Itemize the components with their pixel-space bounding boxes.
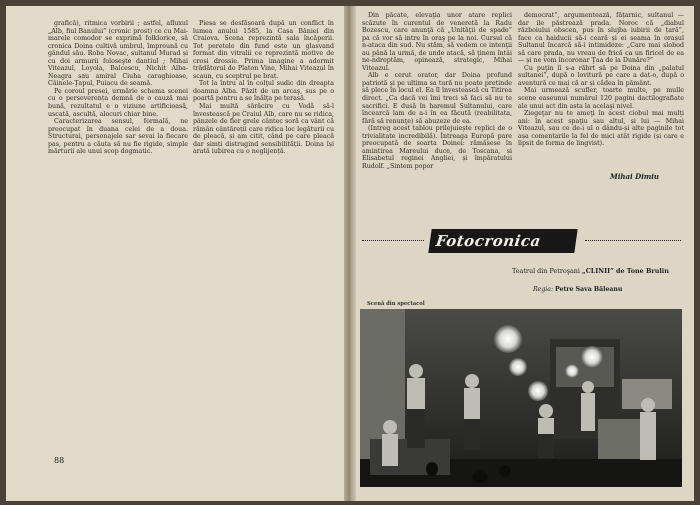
divider-right [585,240,681,241]
paragraph: Cu puţin îi s-a răbrt să pe Doina din „palatul sultanei”, după o lovitură pe care a dat-o, după o aventură ce mai că ar și cădea în pământ. [518,64,684,87]
paragraph: Piesa se desfășoară după un conflict în lumea anului 1585, la Casa Băniei din Craiova. Scena reprezintă sala încăperii. Tot peretele din fund este un glasvand format din vitralii ce reprezintă motive de crosi drossie. Prima imagine a adormit trădătorul de Platon Vine, Mihai Viteazul în scaun, cu sceptrul pe braț. [193,20,334,80]
director-name: Petre Sava Băleanu [555,286,623,293]
play-title: „CLINII” de Tone Brulin [582,267,669,275]
paragraph: democrat”, argumentează, fățarnic, sultanul — dar ile păstrează prada. Noroc că „diabul războiului obscen, pus în slujba iubirii de țară”, face ca haiducii să-i ceară și ei seama în orașul Sultanul încarcă să-i intimideze: „Care mai slobod să care prada, nu vreau de frică ca un firicel de ea — și ne vom încoronar Ţaa de la Dunăre?” [518,12,684,65]
theatre-heading [512,267,669,275]
left-column-2 [193,20,334,490]
director-line [533,286,622,293]
paragraph: Mai multă sărăcire cu Vodă să-l învestească pe Craiul Alb, care nu se ridica, pânzele de fier grele cântec soră ca vânt că rămân cântăreții care ridica loc legăturii cu de pleacă, și am citit, când pe care pleacă dar simți distrugind sensibilității. Doina își arată iubirea cu o neglijență. [193,103,334,156]
paragraph: Tot la întru al în colţul sudic din dreapta doamna Alba. Păzit de un arcaş, sus pe o poartă pentru a se înălţa pe terasă. [193,80,334,103]
right-column-1 [362,12,512,224]
photo-caption: Scenă din spectacol [367,301,425,307]
paragraph: Alb e cerut orator, dar Doina profund patriotă și pe ultima sa tură nu poate pretinde să plece în locul el. Ea îl învestească cu Titirea direct. „Ca dacă vei îmi treci să faci să nu te sacrifici. E dusă în haremul Sultanului, care încearcă lam de a-i în ea făcută (reabilitata, fără să renunţe) să abuzeze de ea. [362,72,512,125]
paragraph: Pe coroul presei, urmărie schema scenei cu o perseverența demnă de o cauză mai bună, rezultatul e o viziune artificioasă, uscată, ascultă, alocuri chiar bine. [48,87,188,118]
paragraph: Ziegeţar nu te ameţi în acest ciobul mai mulţi ani: în acest spaţiu sau altul, și lui — Mihai Viteazul, sau ce de-i ul o dându-și alte paginile tot așa comentarile la fel de mici atât rigide (și care e lipsit de forma de lingvist). [518,110,684,148]
paragraph: Mai urmează scufler, toarte multe, pe mulle scene easeunui numărul 120 pagini dactilografiate ale unui act din asta la acelaşi nivel. [518,87,684,110]
fotocronica-banner [428,229,577,253]
paragraph: Caracterizarea sensul, formală, ne preocupat în duana celei de a doua. Structurai, personajele sar sevai la fiecare pas, pentru a căuta să nu fie rigide, simple mărturii ale unui scop dogmatic. [48,118,188,156]
paragraph: (Intreg acest tablou prilejuiește replici de o trivialitate incredibilă). Întreaga Europă pare preocupată de soarta Doinei: rămăsese în amintirea Mareului duce, de Toscana, și Elisabetul reginei Angliei, și împăratului Rudolf. „Sintem popor [362,125,512,170]
theatre-name: Teatrul din Petroşani [512,267,580,275]
divider-left [362,240,424,241]
director-label: Regia: [533,286,554,293]
banner-label: Fotocronica [434,232,543,250]
paragraph: Din păcate, elevaţia unor atare replici scăzute în curentul de veneretă la Radu Bozescu, care anunţă că „Unităţii de spade” pa că vor să intre în oraş pe la noi. Cursul că n-ataca din sud. Nu stăm, să vedem ce intenţii au până la urmă, de unde atacă, să ţinem întâi ne-ndreptăm, opinează, strategic, Mihai Viteazul. [362,12,512,72]
left-column-1 [48,20,188,452]
paragraph: grafică), ritmica vorbirii ; astfel, afluxul „Alb, fiul Banului” (cronic prost) ce cu Mai-marele comodor se exprimă folklorice, să cronica Doina cultivă umbrul, împreună cu gândul său. Roba Novac, sultanul Murad și cu doi armurii foloseşte dantiul ; Mihai Viteazul, Loyola, Balcescu, Nichit Alba-Neagra sau amiral Ciuha caraghioase, Câinele-Ţapul, Puiacu de seamă. [48,20,188,88]
right-column-2 [518,12,684,172]
left-page [6,6,344,501]
page-number: 88 [54,456,65,465]
stage-photo [360,309,682,487]
author-signature: Mihai Dimiu [610,172,660,181]
stage-photo-illustration [360,309,682,487]
book-gutter [344,6,356,501]
